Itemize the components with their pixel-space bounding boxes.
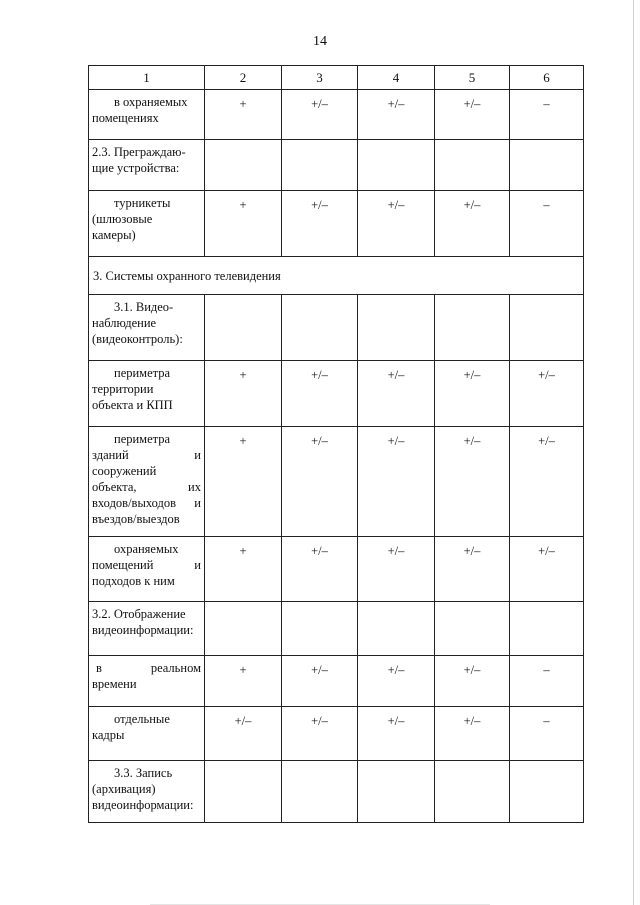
table-cell: [282, 602, 358, 656]
table-cell: [282, 295, 358, 361]
table-cell: [358, 602, 435, 656]
table-cell: +/–: [358, 537, 435, 602]
page-number: 14: [313, 34, 327, 49]
row-label: 3.3. Запись (архивация) видеоинформации:: [89, 761, 205, 823]
table-cell: –: [510, 707, 584, 761]
section-heading: 3. Системы охранного телевидения: [89, 257, 584, 295]
table-cell: +/–: [282, 361, 358, 427]
table-cell: [510, 602, 584, 656]
table-cell: [358, 140, 435, 191]
table-cell: [510, 761, 584, 823]
table-cell: +/–: [435, 656, 510, 707]
table-cell: [358, 761, 435, 823]
column-header: 6: [510, 66, 584, 90]
table-row: [89, 295, 584, 361]
table-cell: +/–: [282, 191, 358, 257]
table-cell: [205, 140, 282, 191]
section-row: [89, 257, 584, 295]
table-cell: +/–: [435, 361, 510, 427]
column-header: 1: [89, 66, 205, 90]
table-cell: +/–: [205, 707, 282, 761]
requirements-table: [88, 65, 584, 823]
table-cell: +/–: [435, 191, 510, 257]
row-label: в реальном времени: [89, 656, 205, 707]
table-cell: +/–: [358, 656, 435, 707]
table-cell: [205, 761, 282, 823]
table-cell: +/–: [282, 427, 358, 537]
table-cell: +/–: [358, 191, 435, 257]
table-cell: +: [205, 537, 282, 602]
row-label: отдельные кадры: [89, 707, 205, 761]
table-cell: +/–: [510, 427, 584, 537]
table-row: [89, 191, 584, 257]
table-cell: [282, 761, 358, 823]
table-row: [89, 602, 584, 656]
table-cell: [205, 602, 282, 656]
row-label: 3.2. Отображение видеоинформации:: [89, 602, 205, 656]
row-label: 3.1. Видео- наблюдение (видеоконтроль):: [89, 295, 205, 361]
table-cell: –: [510, 191, 584, 257]
column-header: 4: [358, 66, 435, 90]
table-row: [89, 656, 584, 707]
table-cell: +: [205, 361, 282, 427]
page-edge: [633, 0, 634, 905]
table-cell: [282, 140, 358, 191]
table-cell: –: [510, 656, 584, 707]
table-cell: +/–: [358, 90, 435, 140]
table-cell: +: [205, 191, 282, 257]
table-cell: +/–: [510, 361, 584, 427]
table-cell: +/–: [435, 90, 510, 140]
table-row: [89, 707, 584, 761]
table-cell: +: [205, 90, 282, 140]
table-cell: [435, 761, 510, 823]
row-label: турникеты (шлюзовые камеры): [89, 191, 205, 257]
table-cell: +/–: [282, 537, 358, 602]
table-row: [89, 90, 584, 140]
column-header: 2: [205, 66, 282, 90]
table-row: [89, 427, 584, 537]
table-cell: +/–: [282, 90, 358, 140]
table-cell: +/–: [282, 707, 358, 761]
table-cell: [435, 140, 510, 191]
table-cell: +/–: [358, 361, 435, 427]
row-label: периметра зданий и сооружений объекта, их входов/выходов и въездов/выездов: [89, 427, 205, 537]
column-header: 3: [282, 66, 358, 90]
table-cell: [510, 140, 584, 191]
table-cell: [358, 295, 435, 361]
table-row: [89, 140, 584, 191]
table-cell: +/–: [435, 537, 510, 602]
table-row: [89, 761, 584, 823]
table-row: [89, 537, 584, 602]
row-label: в охраняемых помещениях: [89, 90, 205, 140]
column-header: 5: [435, 66, 510, 90]
table-cell: +: [205, 656, 282, 707]
row-label: 2.3. Преграждаю- щие устройства:: [89, 140, 205, 191]
row-label: охраняемых помещений и подходов к ним: [89, 537, 205, 602]
table-cell: +/–: [510, 537, 584, 602]
table-cell: +/–: [282, 656, 358, 707]
table-cell: [510, 295, 584, 361]
table-cell: +/–: [435, 427, 510, 537]
table-cell: [205, 295, 282, 361]
table-cell: +/–: [358, 707, 435, 761]
table-row: [89, 361, 584, 427]
table-cell: [435, 295, 510, 361]
row-label: периметра территории объекта и КПП: [89, 361, 205, 427]
table-cell: +/–: [435, 707, 510, 761]
table-cell: +: [205, 427, 282, 537]
table-cell: +/–: [358, 427, 435, 537]
table-cell: –: [510, 90, 584, 140]
table-cell: [435, 602, 510, 656]
table-header-row: [89, 66, 584, 90]
